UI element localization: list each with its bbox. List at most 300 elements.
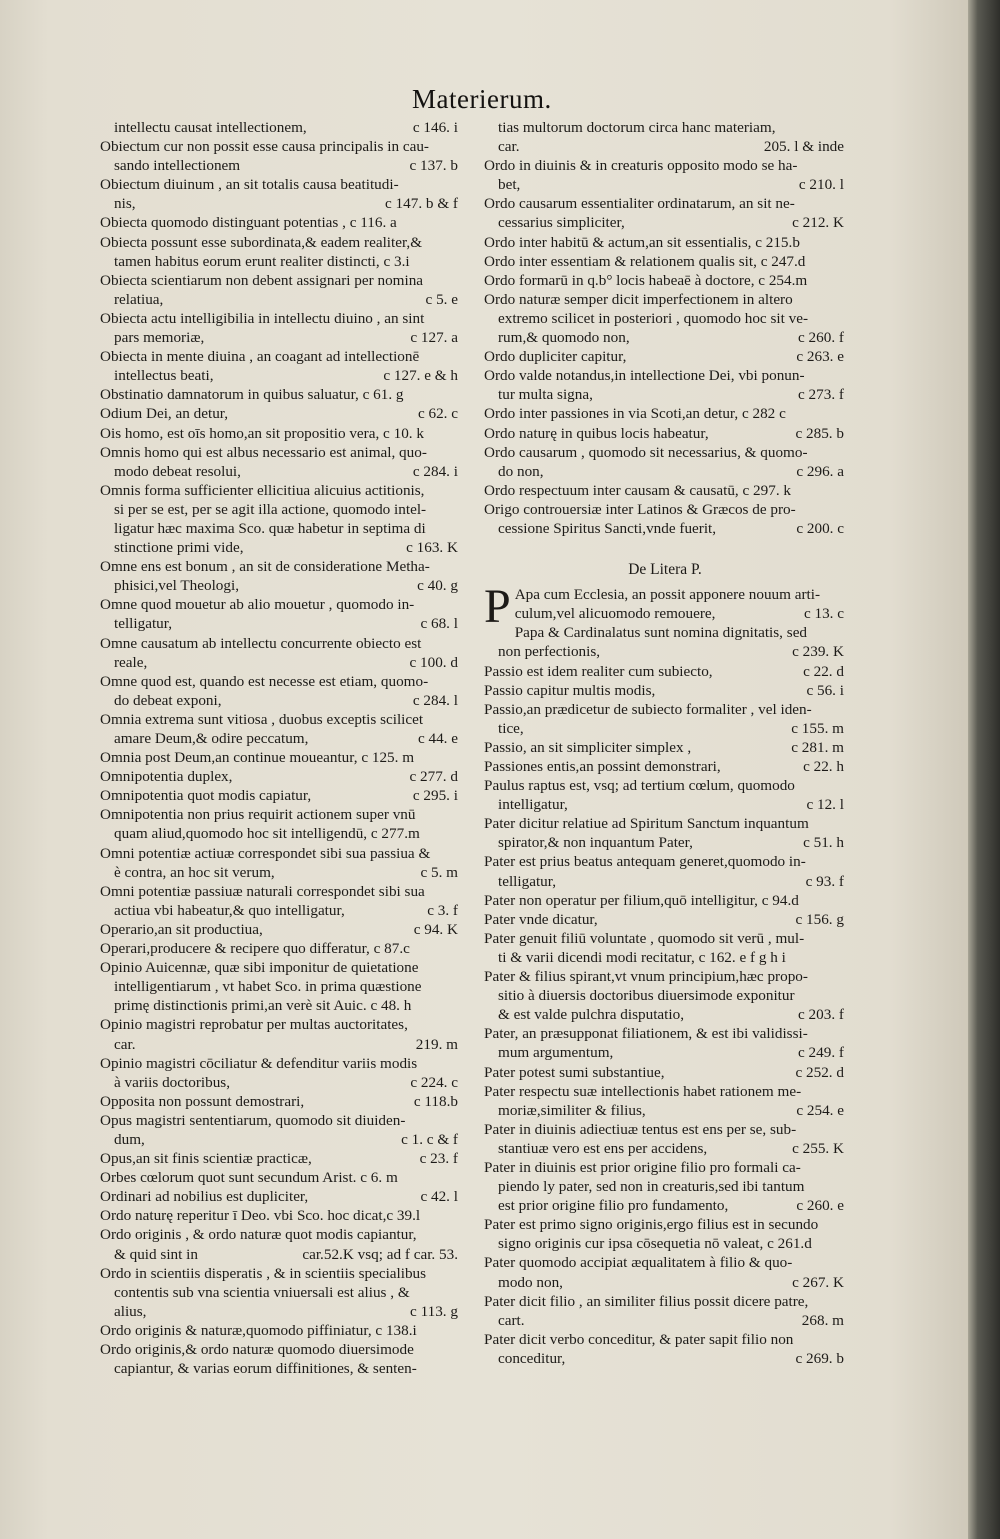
- index-entry-line: [484, 481, 846, 500]
- index-entry-line: [100, 786, 460, 805]
- index-entry-line: [100, 519, 460, 538]
- entry-text: Obiecta possunt esse subordinata,& eadem realiter,&: [100, 233, 423, 251]
- entry-text: Ordo in diuinis & in creaturis opposito modo se ha-: [484, 157, 798, 175]
- entry-text: Pater dicit filio , an similiter filius possit dicere patre,: [484, 1292, 809, 1310]
- entry-text: pars memoriæ,: [114, 329, 205, 347]
- page-reference: c 13. c: [803, 605, 844, 623]
- entry-text: culum,vel alicuomodo remouere,: [514, 605, 716, 623]
- index-entry-line: [484, 719, 846, 738]
- page-reference: c 284. i: [412, 462, 458, 480]
- entry-text: Ordo naturę in quibus locis habeatur,: [484, 424, 709, 442]
- left-column: [100, 118, 460, 1378]
- entry-text: Pater in diuinis adiectiuæ tentus est ens per se, sub-: [484, 1120, 797, 1138]
- page-reference: c 281. m: [791, 738, 844, 756]
- index-entry-line: [484, 967, 846, 986]
- index-entry-line: [484, 1101, 846, 1120]
- entry-text: tias multorum doctorum circa hanc materiam,: [498, 119, 776, 136]
- index-entry-line: [100, 462, 460, 481]
- entry-text: sando intellectionem: [114, 157, 241, 175]
- entry-text: Omne ens est bonum , an sit de consideratione Metha-: [100, 558, 430, 576]
- entry-text: Omnipotentia duplex,: [100, 768, 233, 786]
- entry-text: actiua vbi habeatur,& quo intelligatur,: [114, 901, 345, 919]
- index-entry-line: [484, 385, 846, 404]
- entry-text: do debeat exponi,: [114, 691, 222, 709]
- page-reference: c 212. K: [792, 214, 844, 232]
- index-entry-line: [515, 623, 846, 642]
- index-entry-line: [100, 118, 460, 137]
- index-entry-line: [100, 424, 460, 443]
- entry-text: ligatur hæc maxima Sco. quæ habetur in septima di: [114, 519, 426, 537]
- index-entry-line: [484, 347, 846, 366]
- entry-text: amare Deum,& odire peccatum,: [114, 730, 309, 747]
- index-entry-line: [100, 557, 460, 576]
- index-entry-line: [484, 1139, 846, 1158]
- index-entry-line: [484, 1311, 846, 1330]
- entry-text: stantiuæ vero est ens per accidens,: [498, 1139, 708, 1157]
- page-reference: c 284. l: [412, 691, 458, 709]
- page-reference: c 224. c: [410, 1073, 458, 1091]
- page-reference: c 163. K: [406, 539, 458, 557]
- entry-text: Omne quod est, quando est necesse est etiam, quomo-: [100, 672, 429, 690]
- entry-text: tur multa signa,: [498, 386, 593, 404]
- index-entry-line: [100, 1054, 460, 1073]
- entry-text: Pater potest sumi substantiue,: [484, 1063, 665, 1081]
- index-entry-line: [100, 805, 460, 824]
- index-entry-line: [484, 156, 846, 175]
- index-entry-line: [484, 1043, 846, 1062]
- entry-text: intelligentiarum , vt habet Sco. in prima quæstione: [114, 978, 422, 996]
- entry-text: & est valde pulchra disputatio,: [498, 1006, 685, 1024]
- index-entry-line: [100, 366, 460, 385]
- page-reference: c 22. h: [803, 758, 844, 775]
- entry-text: quam aliud,quomodo hoc sit intelligendū, c 277.m: [114, 825, 420, 843]
- entry-text: car.: [114, 1035, 136, 1053]
- entry-text: rum,& quomodo non,: [498, 329, 630, 347]
- page-reference: c 40. g: [417, 577, 458, 595]
- index-entry-line: [100, 844, 460, 863]
- entry-text: capiantur, & varias eorum diffinitiones, & senten-: [114, 1360, 417, 1378]
- index-entry-line: [484, 252, 846, 271]
- index-entry-line: [100, 1035, 460, 1054]
- section-title: De Litera P.: [628, 561, 702, 579]
- index-entry-line: [100, 614, 460, 633]
- entry-text: Pater vnde dicatur,: [484, 910, 598, 928]
- index-entry-line: [100, 328, 460, 347]
- index-entry-line: [100, 710, 460, 729]
- index-entry-line: [100, 901, 460, 920]
- first-entry-line: Apa cum Ecclesia, an possit apponere nouum arti-: [514, 586, 821, 604]
- page-reference: c 22. d: [803, 662, 844, 680]
- index-entry-line: [100, 824, 460, 843]
- entry-text: Passio, an sit simpliciter simplex ,: [484, 738, 692, 756]
- page-reference: c 127. a: [410, 329, 458, 347]
- page-reference: c 200. c: [796, 519, 844, 537]
- entry-text: sitio à diuersis doctoribus diuersimode exponitur: [498, 987, 795, 1005]
- entry-text: Obiectum cur non possit esse causa principalis in cau-: [100, 138, 429, 156]
- entry-text: Ordo originis , & ordo naturæ quot modis capiantur,: [100, 1226, 417, 1244]
- entry-text: telligatur,: [114, 615, 173, 633]
- entry-text: Pater dicit verbo conceditur, & pater sapit filio non: [484, 1330, 794, 1348]
- entry-text: car.: [498, 138, 520, 156]
- index-entry-line: [484, 366, 846, 385]
- entry-text: Ordo in scientiis disperatis , & in scientiis specialibus: [100, 1264, 427, 1282]
- entry-text: est prior origine filio pro fundamento,: [498, 1197, 729, 1215]
- index-entry-line: [484, 1253, 846, 1272]
- index-entry-line: [484, 1177, 846, 1196]
- entry-text: Operario,an sit productiua,: [100, 920, 263, 938]
- page-reference: c 5. e: [425, 290, 458, 308]
- entry-text: Pater, an præsupponat filiationem, & est ibi validissi-: [484, 1025, 808, 1043]
- page-reference: c 269. b: [795, 1349, 844, 1367]
- index-entry-line: [100, 385, 460, 404]
- page-reference: c 113. g: [410, 1302, 458, 1320]
- entry-text: Pater in diuinis est prior origine filio pro formali ca-: [484, 1158, 801, 1176]
- entry-text: & quid sint in: [114, 1245, 198, 1263]
- page-reference: c 12. l: [806, 796, 844, 814]
- entry-text: Passio,an prædicetur de subiecto formaliter , vel iden-: [484, 700, 812, 718]
- entry-text: intellectu causat intellectionem,: [114, 119, 307, 136]
- entry-text: Opus,an sit finis scientiæ practicæ,: [100, 1150, 312, 1168]
- page-reference: c 203. f: [798, 1006, 844, 1024]
- page-reference: 219. m: [415, 1035, 458, 1053]
- index-entry-line: [100, 1073, 460, 1092]
- entry-text: reale,: [114, 653, 148, 671]
- index-entry-line: [100, 1111, 460, 1130]
- entry-text: Ordo originis & naturæ,quomodo piffiniatur, c 138.i: [100, 1321, 417, 1339]
- index-entry-line: [484, 271, 846, 290]
- index-entry-line: [100, 290, 460, 309]
- index-entry-line: [100, 748, 460, 767]
- right-column-bottom-entries: [484, 623, 846, 1368]
- index-entry-line: [100, 481, 460, 500]
- index-entry-line: [100, 1302, 460, 1321]
- entry-text: intelligatur,: [498, 796, 568, 814]
- index-entry-line: [484, 1273, 846, 1292]
- entry-text: moriæ,similiter & filius,: [498, 1101, 646, 1119]
- index-entry-line: [484, 213, 846, 232]
- page-reference: c 210. l: [798, 176, 844, 194]
- entry-text: Omne causatum ab intellectu concurrente obiecto est: [100, 634, 422, 652]
- entry-text: Obiectum diuinum , an sit totalis causa beatitudi-: [100, 176, 399, 194]
- entry-text: Opinio Auicennæ, quæ sibi imponitur de quietatione: [100, 959, 419, 977]
- page-reference: c 260. f: [798, 329, 844, 347]
- entry-text: non perfectionis,: [498, 643, 601, 661]
- index-entry-line: [100, 634, 460, 653]
- entry-text: Omnia post Deum,an continue moueantur, c 125. m: [100, 749, 415, 767]
- page-reference: c 147. b & f: [385, 195, 458, 213]
- index-entry-line: [484, 1024, 846, 1043]
- index-entry-line: [484, 309, 846, 328]
- page-reference: c 273. f: [798, 386, 844, 404]
- entry-text: contentis sub vna scientia vniuersali est alius , &: [114, 1283, 410, 1301]
- page-reference: c 263. e: [796, 348, 844, 366]
- index-entry-line: [484, 404, 846, 423]
- entry-text: relatiua,: [114, 290, 164, 308]
- page-reference: c 44. e: [417, 730, 458, 747]
- index-entry-line: [100, 1245, 460, 1264]
- index-entry-line: [100, 500, 460, 519]
- index-entry-line: [484, 175, 846, 194]
- page-reference: c 255. K: [792, 1139, 844, 1157]
- page-reference: c 267. K: [792, 1273, 844, 1291]
- entry-text: tamen habitus eorum erunt realiter distincti, c 3.i: [114, 252, 410, 270]
- page-reference: 205. l & inde: [763, 138, 844, 156]
- entry-text: ti & varii dicendi modi recitatur, c 162. e f g h i: [498, 948, 786, 966]
- index-entry-line: [484, 681, 846, 700]
- index-entry-line: [100, 1321, 460, 1340]
- index-entry-line: [100, 863, 460, 882]
- index-entry-line: [100, 1015, 460, 1034]
- entry-text: Ordo inter essentiam & relationem qualis sit, c 247.d: [484, 252, 806, 270]
- entry-text: cessarius simpliciter,: [498, 214, 625, 232]
- entry-text: Omnipotentia non prius requirit actionem super vnū: [100, 806, 416, 824]
- entry-text: spirator,& non inquantum Pater,: [498, 834, 693, 852]
- page-reference: c 254. e: [796, 1101, 844, 1119]
- index-entry-line: [100, 882, 460, 901]
- index-entry-line: [100, 252, 460, 271]
- page-reference: c 56. i: [806, 681, 844, 699]
- entry-text: Pater dicitur relatiue ad Spiritum Sanctum inquantum: [484, 815, 809, 833]
- index-entry-line: [100, 1264, 460, 1283]
- index-entry-line: [484, 1234, 846, 1253]
- entry-text: mum argumentum,: [498, 1044, 614, 1062]
- page-reference: c 118.b: [413, 1092, 458, 1110]
- index-entry-line: [484, 1215, 846, 1234]
- page-reference: c 5. m: [420, 863, 458, 881]
- index-entry-line: [100, 538, 460, 557]
- page-reference: c 93. f: [805, 872, 844, 890]
- index-entry-line: [484, 328, 846, 347]
- index-entry-line: [100, 1130, 460, 1149]
- entry-text: Opus magistri sententiarum, quomodo sit diuiden-: [100, 1111, 406, 1129]
- index-entry-line: [484, 194, 846, 213]
- entry-text: Pater & filius spirant,vt vnum principium,hæc propo-: [484, 968, 808, 986]
- index-entry-line: [100, 767, 460, 786]
- index-entry-line: [484, 1120, 846, 1139]
- index-entry-line: [484, 1330, 846, 1349]
- entry-text: Opposita non possunt demostrari,: [100, 1092, 305, 1110]
- page-reference: c 68. l: [420, 615, 458, 633]
- entry-text: nis,: [114, 195, 136, 213]
- index-entry-line: [100, 1206, 460, 1225]
- entry-text: è contra, an hoc sit verum,: [114, 863, 275, 881]
- entry-text: Omni potentiæ passiuæ naturali correspondet sibi sua: [100, 882, 425, 900]
- index-entry-line: [484, 700, 846, 719]
- entry-text: Origo controuersiæ inter Latinos & Græcos de pro-: [484, 500, 796, 518]
- index-entry-line: [484, 233, 846, 252]
- index-entry-line: [100, 672, 460, 691]
- index-entry-line: [100, 156, 460, 175]
- entry-text: Omni potentiæ actiuæ correspondet sibi sua passiua &: [100, 844, 431, 862]
- entry-text: Ordo naturæ semper dicit imperfectionem in altero: [484, 290, 793, 308]
- index-entry-line: [100, 1225, 460, 1244]
- entry-text: stinctione primi vide,: [114, 539, 244, 557]
- index-entry-line: [100, 1092, 460, 1111]
- page-reference: c 277. d: [409, 768, 458, 786]
- page-reference: c 146. i: [412, 119, 458, 136]
- entry-text: si per se est, per se agit illa actione, quomodo intel-: [114, 500, 427, 518]
- index-entry-line: [100, 576, 460, 595]
- index-entry-line: [100, 920, 460, 939]
- page-reference: c 62. c: [417, 405, 458, 423]
- index-entry-line: [484, 891, 846, 910]
- index-entry-line: [484, 500, 846, 519]
- index-entry-line: [484, 662, 846, 681]
- entry-text: Obiecta quomodo distinguant potentias , c 116. a: [100, 214, 397, 232]
- index-entry-line: [484, 1005, 846, 1024]
- index-entry-line: [100, 729, 460, 748]
- index-entry-line: [100, 404, 460, 423]
- index-entry-line: [100, 213, 460, 232]
- index-entry-line: [100, 175, 460, 194]
- entry-text: Opinio magistri cōciliatur & defenditur variis modis: [100, 1054, 418, 1072]
- index-entry-line: [100, 271, 460, 290]
- page-reference: c 252. d: [795, 1063, 844, 1081]
- entry-text: Pater genuit filiū voluntate , quomodo sit verū , mul-: [484, 929, 805, 947]
- right-column-top-entries: [484, 118, 846, 538]
- index-entry-line: [484, 519, 846, 538]
- entry-text: cart.: [498, 1311, 525, 1329]
- entry-text: Obiecta actu intelligibilia in intellectu diuino , an sint: [100, 309, 425, 327]
- index-entry-line: [484, 738, 846, 757]
- entry-text: Ordinari ad nobilius est dupliciter,: [100, 1188, 309, 1206]
- entry-text: Ordo inter habitū & actum,an sit essentialis, c 215.b: [484, 233, 800, 251]
- page-reference: c 51. h: [803, 834, 844, 852]
- drop-cap: P: [484, 580, 511, 634]
- index-entry-line: [100, 996, 460, 1015]
- index-entry-line: [484, 1196, 846, 1215]
- entry-text: phisici,vel Theologi,: [114, 577, 240, 595]
- index-entry-line: [484, 1082, 846, 1101]
- index-entry-line: [484, 1292, 846, 1311]
- right-column: [484, 118, 846, 1368]
- index-entry-line: [484, 814, 846, 833]
- entry-text: Ordo valde notandus,in intellectione Dei, vbi ponun-: [484, 367, 805, 385]
- entry-text: Ordo causarum , quomodo sit necessarius, & quomo-: [484, 443, 808, 461]
- page-reference: 268. m: [801, 1311, 844, 1329]
- first-entry-line: [515, 604, 846, 623]
- entry-text: Paulus raptus est, vsq; ad tertium cœlum, quomodo: [484, 777, 795, 795]
- index-entry-line: [484, 948, 846, 967]
- index-entry-line: [100, 194, 460, 213]
- entry-text: Omnipotentia quot modis capiatur,: [100, 787, 312, 805]
- entry-text: tice,: [498, 719, 524, 737]
- index-entry-line: [100, 1340, 460, 1359]
- entry-text: Pater respectu suæ intellectionis habet rationem me-: [484, 1082, 802, 1100]
- entry-text: primę distinctionis primi,an verè sit Auic. c 48. h: [114, 997, 412, 1015]
- page-reference: c 249. f: [798, 1044, 844, 1062]
- page-reference: car.52.K vsq; ad f car. 53.: [302, 1245, 458, 1263]
- index-entry-line: [100, 347, 460, 366]
- entry-text: à variis doctoribus,: [114, 1073, 230, 1091]
- entry-text: Ordo respectuum inter causam & causatū, c 297. k: [484, 481, 792, 499]
- page-reference: c 3. f: [427, 901, 458, 919]
- page-reference: c 137. b: [409, 157, 458, 175]
- index-entry-line: [100, 653, 460, 672]
- index-entry-line: [100, 1187, 460, 1206]
- entry-text: cessione Spiritus Sancti,vnde fuerit,: [498, 519, 717, 537]
- page-reference: c 296. a: [796, 462, 844, 480]
- page-reference: c 156. g: [795, 910, 844, 928]
- index-entry-line: [100, 958, 460, 977]
- page-reference: c 42. l: [420, 1188, 458, 1206]
- entry-text: extremo scilicet in posteriori , quomodo hoc sit ve-: [498, 309, 809, 327]
- index-entry-line: [484, 137, 846, 156]
- entry-text: Pater non operatur per filium,quō intelligitur, c 94.d: [484, 891, 799, 909]
- entry-text: Opinio magistri reprobatur per multas auctoritates,: [100, 1016, 408, 1034]
- entry-text: Ois homo, est oīs homo,an sit propositio vera, c 10. k: [100, 424, 424, 442]
- entry-text: Ordo naturę reperitur ī Deo. vbi Sco. hoc dicat,c 39.l: [100, 1207, 421, 1225]
- index-entry-line: [100, 309, 460, 328]
- page-reference: c 285. b: [795, 424, 844, 442]
- entry-text: Omnia extrema sunt vitiosa , duobus exceptis scilicet: [100, 710, 424, 728]
- index-entry-line: [100, 595, 460, 614]
- page-edge: [968, 0, 1000, 1539]
- index-entry-line: [100, 691, 460, 710]
- page-reference: c 94. K: [413, 920, 458, 938]
- index-entry-line: [484, 290, 846, 309]
- index-entry-line: [484, 795, 846, 814]
- index-entry-line: [484, 462, 846, 481]
- index-entry-line: [100, 939, 460, 958]
- entry-text: Obstinatio damnatorum in quibus saluatur, c 61. g: [100, 386, 404, 404]
- index-entry-line: [484, 757, 846, 776]
- index-entry-line: [484, 776, 846, 795]
- index-entry-line: [484, 910, 846, 929]
- entry-text: bet,: [498, 176, 521, 194]
- index-entry-line: [100, 137, 460, 156]
- entry-text: Ordo formarū in q.b° locis habeaē à doctore, c 254.m: [484, 271, 808, 289]
- page-reference: c 1. c & f: [401, 1130, 458, 1148]
- index-entry-line: [484, 1158, 846, 1177]
- index-entry-line: [484, 929, 846, 948]
- entry-text: Ordo causarum essentialiter ordinatarum, an sit ne-: [484, 195, 795, 213]
- entry-text: Orbes cœlorum quot sunt secundum Arist. c 6. m: [100, 1169, 398, 1187]
- page-reference: c 127. e & h: [383, 367, 458, 385]
- index-entry-line: [484, 642, 846, 661]
- entry-text: Passio est idem realiter cum subiecto,: [484, 662, 713, 680]
- index-entry-line: [484, 118, 846, 137]
- entry-text: Obiecta scientiarum non debent assignari per nomina: [100, 271, 424, 289]
- page-reference: c 239. K: [792, 643, 844, 661]
- entry-text: Odium Dei, an detur,: [100, 405, 229, 423]
- page-reference: c 100. d: [409, 653, 458, 671]
- entry-text: Omne quod mouetur ab alio mouetur , quomodo in-: [100, 596, 415, 614]
- page-reference: c 23. f: [419, 1150, 458, 1168]
- entry-text: alius,: [114, 1302, 147, 1320]
- index-entry-line: [484, 443, 846, 462]
- entry-text: piendo ly pater, sed non in creaturis,sed ibi tantum: [498, 1178, 805, 1196]
- entry-text: Pater est prius beatus antequam generet,quomodo in-: [484, 853, 806, 871]
- entry-text: conceditur,: [498, 1349, 566, 1367]
- index-entry-line: [100, 443, 460, 462]
- entry-text: Ordo inter passiones in via Scoti,an detur, c 282 c: [484, 405, 786, 423]
- index-entry-line: [100, 233, 460, 252]
- entry-text: do non,: [498, 462, 544, 480]
- page-reference: c 260. e: [796, 1197, 844, 1215]
- index-entry-line: [100, 977, 460, 996]
- index-entry-line: [484, 424, 846, 443]
- entry-text: Ordo dupliciter capitur,: [484, 348, 627, 366]
- entry-text: Passiones entis,an possint demonstrari,: [484, 758, 721, 775]
- index-entry-line: [100, 1149, 460, 1168]
- entry-text: modo debeat resolui,: [114, 462, 241, 480]
- index-entry-line: [484, 986, 846, 1005]
- entry-text: signo originis cur ipsa cōsequetia nō valeat, c 261.d: [498, 1235, 812, 1253]
- entry-text: Passio capitur multis modis,: [484, 681, 656, 699]
- index-entry-line: [100, 1283, 460, 1302]
- entry-text: Omnis forma sufficienter ellicitiua alicuius actitionis,: [100, 481, 425, 499]
